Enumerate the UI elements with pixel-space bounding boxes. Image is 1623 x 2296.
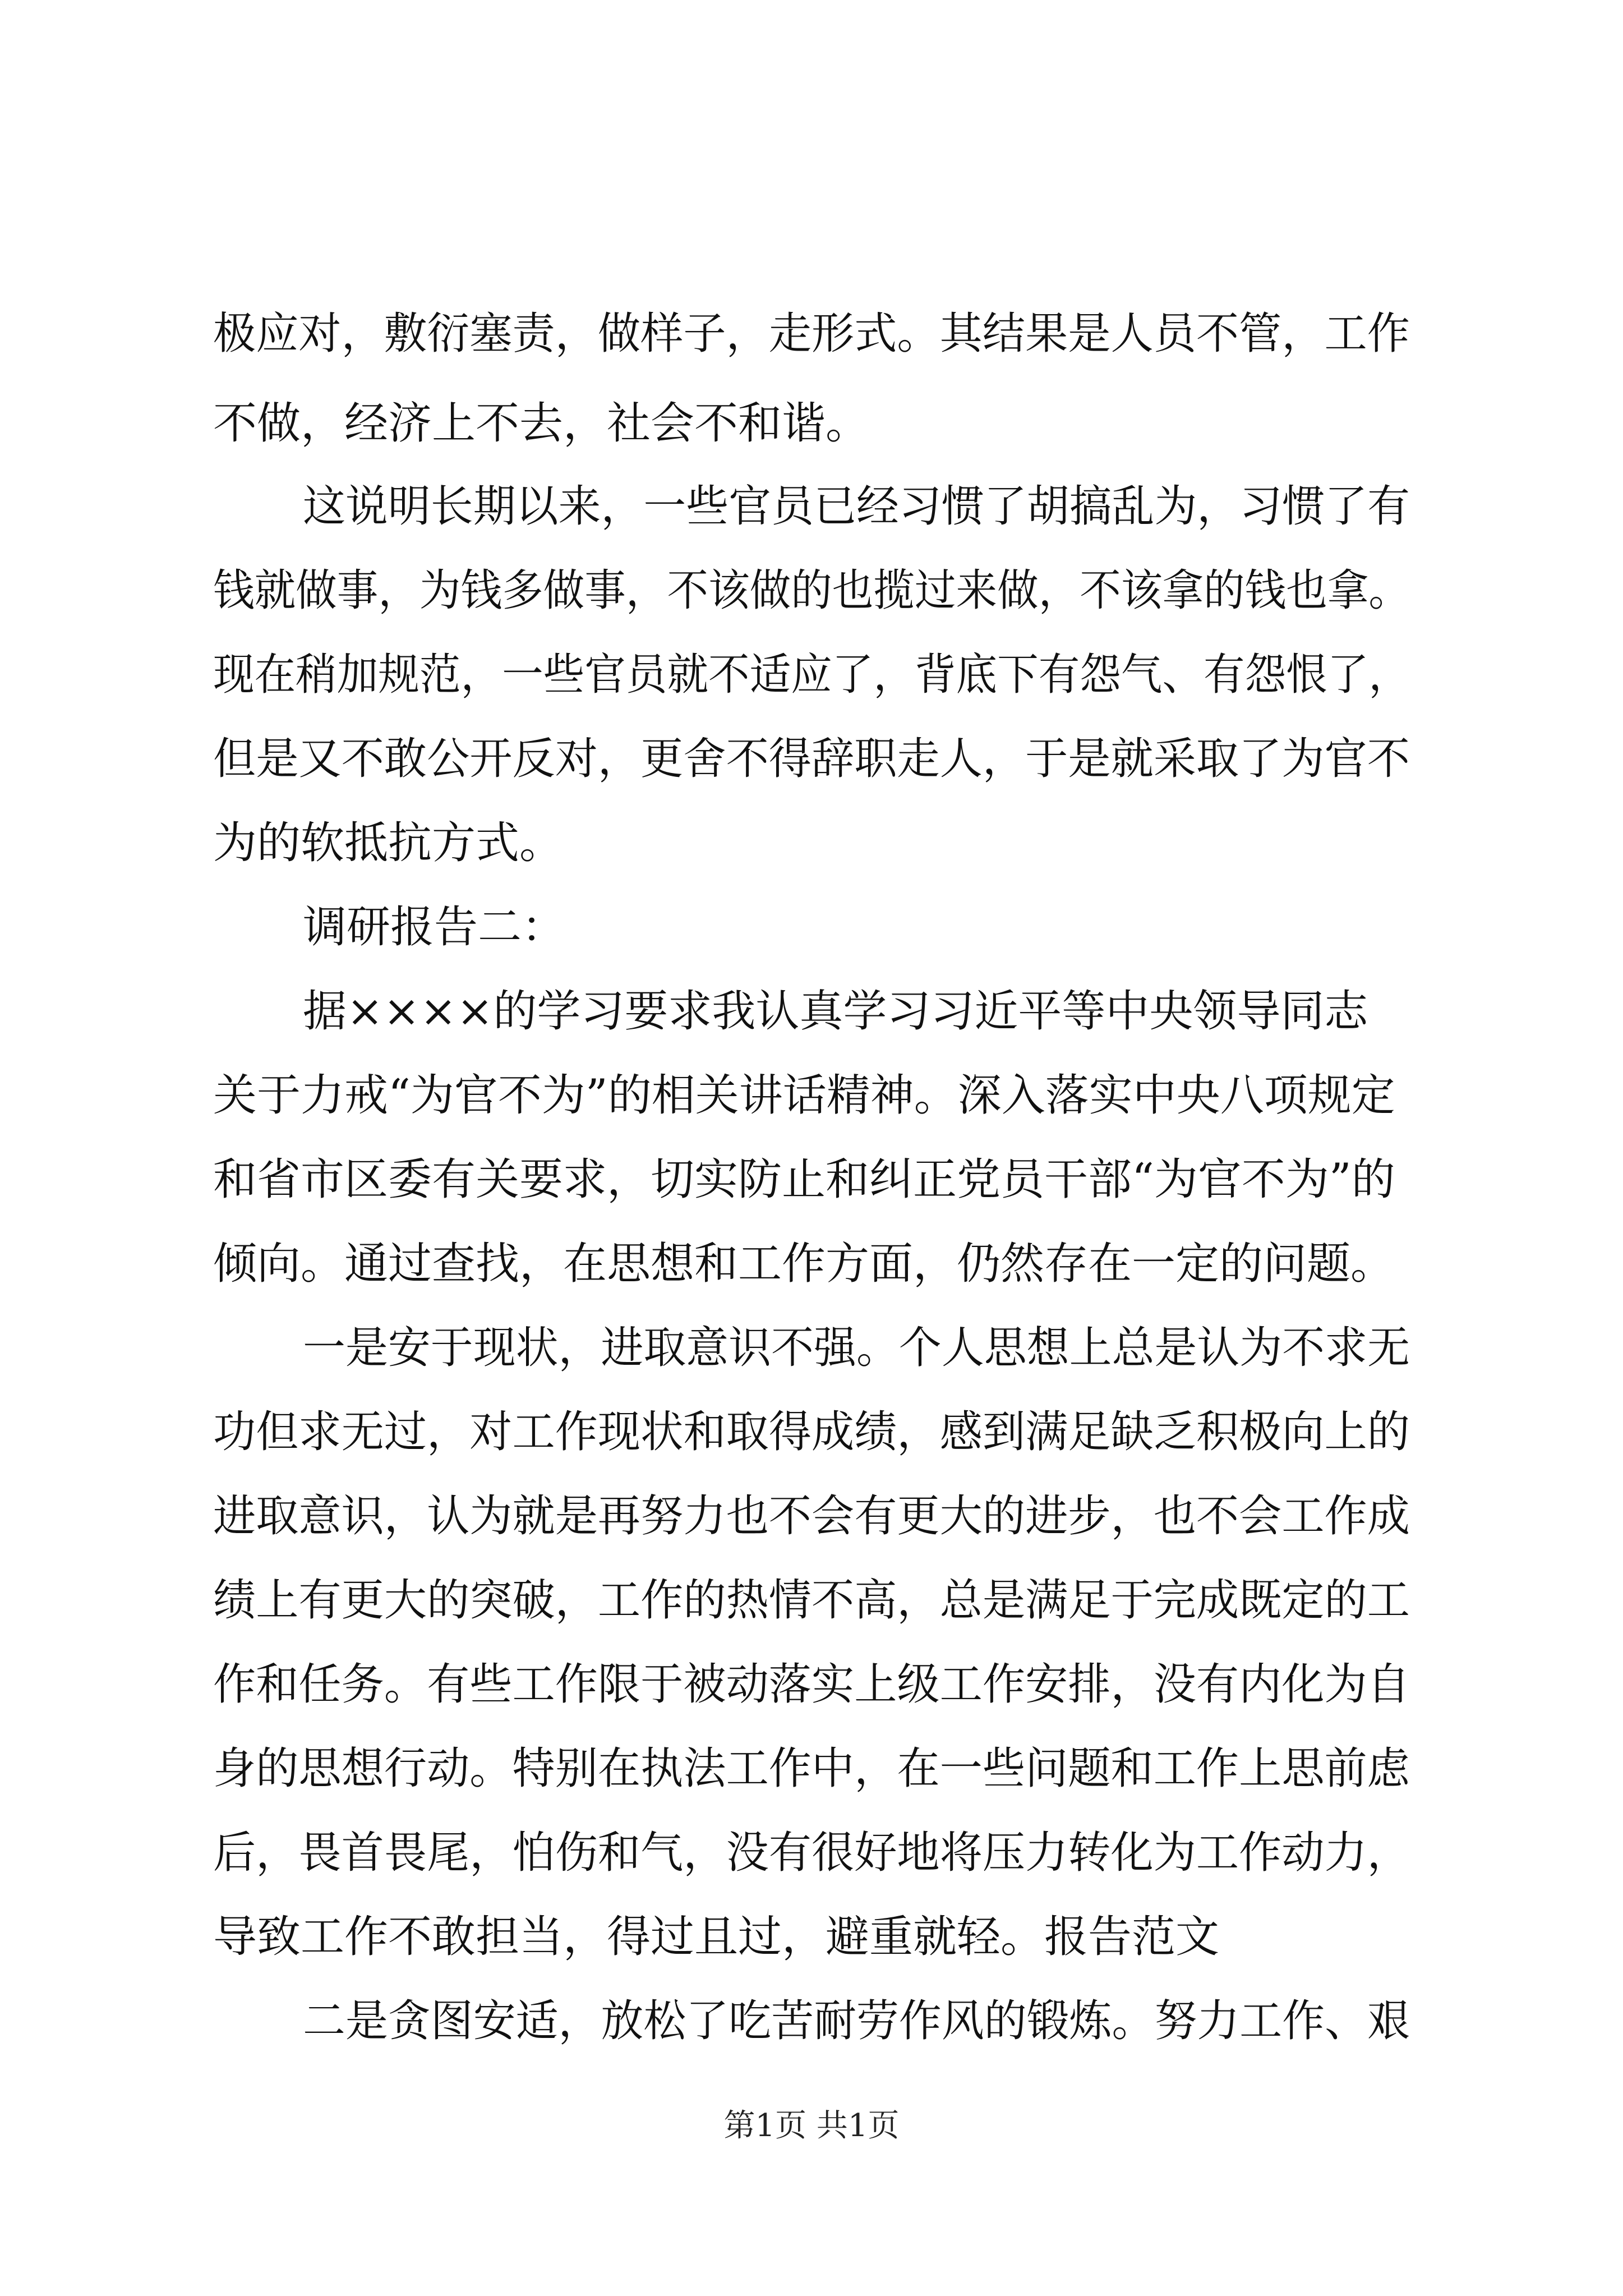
text-line: 钱就做事，为钱多做事，不该做的也揽过来做，不该拿的钱也拿。 [213, 565, 1410, 616]
text-line: 这说明长期以来，一些官员已经习惯了胡搞乱为，习惯了有 [303, 481, 1410, 532]
text-line: 但是又不敢公开反对，更舍不得辞职走人，于是就采取了为官不 [213, 734, 1410, 784]
text-line: 和省市区委有关要求，切实防止和纠正党员干部“为官不为”的 [213, 1154, 1395, 1205]
text-line: 绩上有更大的突破，工作的热情不高，总是满足于完成既定的工 [213, 1575, 1410, 1626]
section-heading: 调研报告二： [303, 902, 566, 953]
text-line: 关于力戒“为官不为”的相关讲话精神。深入落实中央八项规定 [213, 1070, 1395, 1121]
text-line: 二是贪图安适，放松了吃苦耐劳作风的锻炼。努力工作、艰 [303, 1996, 1410, 2046]
page-footer: 第1页 共1页 [723, 2108, 900, 2144]
text-line: 据××××的学习要求我认真学习习近平等中央领导同志 [303, 986, 1368, 1037]
text-line: 导致工作不敢担当，得过且过，避重就轻。报告范文 [213, 1912, 1220, 1962]
text-line: 身的思想行动。特别在执法工作中，在一些问题和工作上思前虑 [213, 1743, 1410, 1794]
text-line: 功但求无过，对工作现状和取得成绩，感到满足缺乏积极向上的 [213, 1407, 1410, 1457]
text-line: 作和任务。有些工作限于被动落实上级工作安排，没有内化为自 [213, 1659, 1410, 1710]
text-line: 极应对，敷衍塞责，做样子，走形式。其结果是人员不管，工作 [213, 309, 1410, 359]
text-line: 现在稍加规范，一些官员就不适应了，背底下有怨气、有怨恨了， [213, 650, 1410, 700]
text-line: 后，畏首畏尾，怕伤和气，没有很好地将压力转化为工作动力， [213, 1828, 1410, 1878]
text-line: 不做，经济上不去，社会不和谐。 [213, 398, 870, 449]
text-line: 一是安于现状，进取意识不强。个人思想上总是认为不求无 [303, 1323, 1410, 1373]
text-line: 进取意识，认为就是再努力也不会有更大的进步，也不会工作成 [213, 1491, 1410, 1542]
text-line: 倾向。通过查找，在思想和工作方面，仍然存在一定的问题。 [213, 1239, 1395, 1289]
text-line: 为的软抵抗方式。 [213, 818, 564, 868]
